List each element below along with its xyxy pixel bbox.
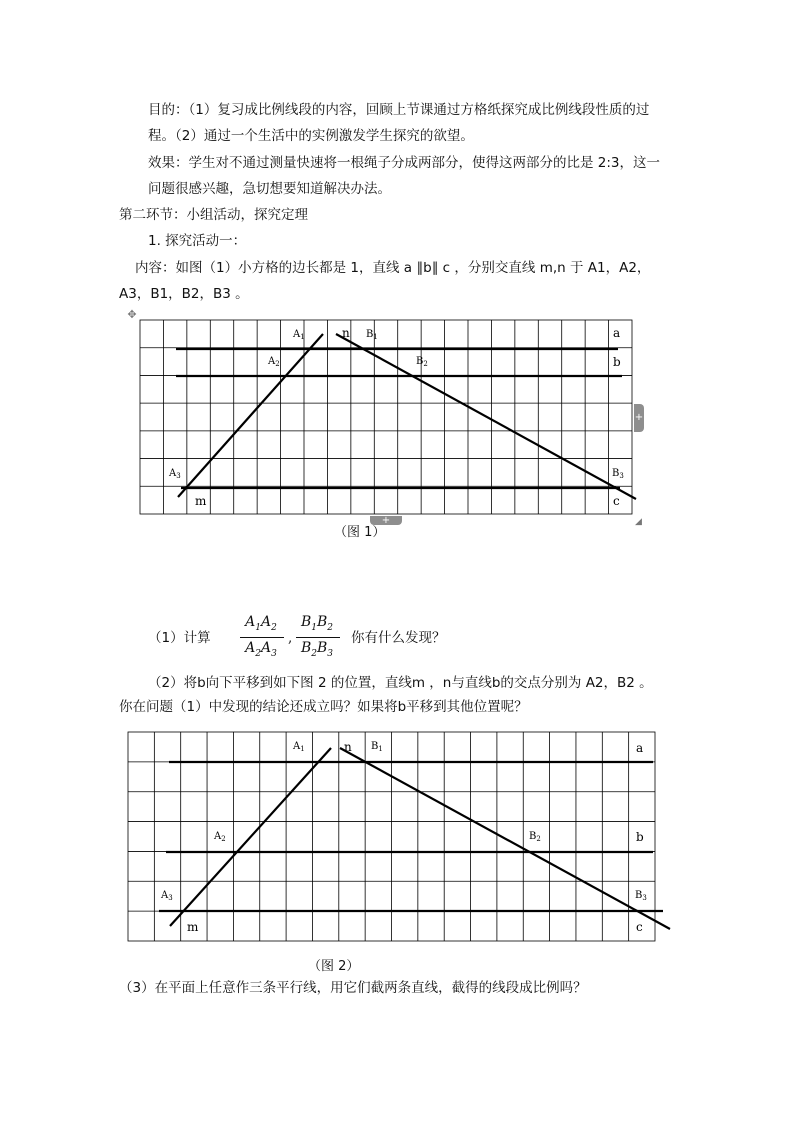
paragraph-purpose-2: 程。（2）通过一个生活中的实例激发学生探究的欲望。: [148, 128, 474, 144]
label-c: c: [636, 920, 643, 934]
question-1-suffix: 你有什么发现？: [351, 630, 446, 646]
label-A1: $A_1$: [293, 741, 305, 753]
fraction-comma: ,: [288, 630, 293, 646]
label-A3: $A_3$: [161, 890, 173, 902]
label-m: m: [187, 920, 199, 934]
fraction-b: [294, 614, 342, 662]
fraction-b-numerator: $B_1B_2$: [300, 614, 334, 633]
line-m: [178, 334, 323, 497]
paragraph-effect-2: 问题很感兴趣，急切想要知道解决办法。: [148, 181, 391, 197]
label-a: a: [636, 741, 644, 755]
content-line-2: A3，B1，B2，B3 。: [119, 286, 249, 302]
question-2-line-2: 你在问题（1）中发现的结论还成立吗？如果将b平移到其他位置呢？: [119, 699, 528, 715]
fraction-a-denominator: $A_2A_3$: [245, 640, 277, 659]
fraction-b-denominator: $B_2B_3$: [300, 640, 334, 659]
label-B1: $B_1$: [371, 741, 383, 753]
label-n: n: [344, 740, 352, 754]
label-A3: $A_3$: [169, 468, 181, 480]
resize-corner-icon[interactable]: ◢: [635, 517, 642, 527]
paragraph-effect-1: 效果：学生对不通过测量快速将一根绳子分成两部分，使得这两部分的比是 2:3，这一: [148, 155, 661, 171]
label-n: n: [342, 326, 350, 340]
fraction-a: [238, 614, 286, 662]
section-heading: 第二环节：小组活动，探究定理: [119, 207, 308, 223]
line-m: [170, 748, 331, 926]
label-m: m: [195, 494, 207, 508]
content-line-1: 内容：如图（1）小方格的边长都是 1，直线 a ∥b∥ c ，分别交直线 m,n 于 A1，A2，: [135, 260, 651, 276]
label-B2: $B_2$: [529, 831, 541, 843]
question-1-prefix: （1）计算: [148, 630, 211, 646]
label-b: b: [613, 355, 621, 369]
resize-right-handle[interactable]: +: [634, 404, 644, 432]
label-A2: $A_2$: [214, 831, 226, 843]
label-B3: $B_3$: [635, 890, 647, 902]
resize-bottom-handle[interactable]: +: [370, 516, 402, 525]
figure-2-caption: （图 2）: [308, 959, 360, 974]
question-3: （3）在平面上任意作三条平行线，用它们截两条直线，截得的线段成比例吗？: [119, 980, 587, 996]
label-B3: $B_3$: [612, 468, 624, 480]
question-2-line-1: （2）将b向下平移到如下图 2 的位置，直线m ，n与直线b的交点分别为 A2，B2 。: [148, 675, 653, 691]
activity-heading: 1. 探究活动一：: [148, 233, 247, 249]
paragraph-purpose-1: 目的：（1）复习成比例线段的内容，回顾上节课通过方格纸探究成比例线段性质的过: [148, 102, 650, 118]
fraction-a-numerator: $A_1A_2$: [245, 614, 277, 633]
grid-2: [128, 732, 655, 941]
figure-1-caption: （图 1）: [334, 525, 386, 540]
figure-1: [138, 318, 638, 518]
label-A2: $A_2$: [268, 356, 280, 368]
figure-2: [126, 730, 674, 944]
label-a: a: [613, 326, 621, 340]
label-c: c: [613, 494, 620, 508]
label-B2: $B_2$: [416, 356, 428, 368]
label-A1: $A_1$: [293, 329, 305, 341]
line-n: [336, 334, 636, 499]
label-B1: $B_1$: [366, 329, 378, 341]
move-handle-icon[interactable]: ✥: [127, 308, 137, 321]
line-n: [340, 748, 670, 929]
label-b: b: [636, 830, 644, 844]
